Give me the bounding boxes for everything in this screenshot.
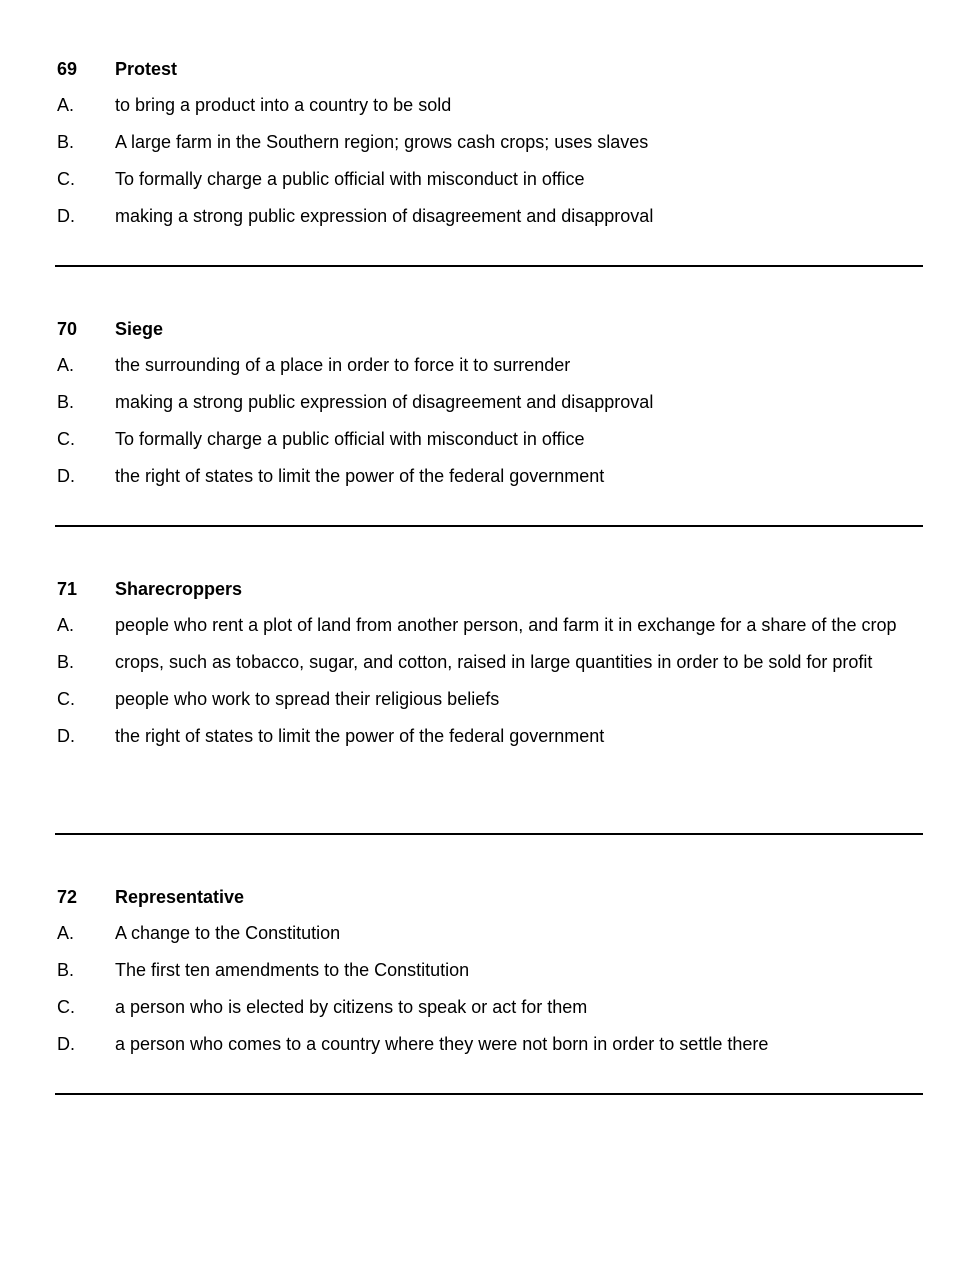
option-d[interactable] [57,465,923,488]
option-c[interactable] [57,996,923,1019]
option-letter: C. [57,997,75,1017]
option-c[interactable] [57,428,923,451]
option-text: the right of states to limit the power of the federal government [115,726,605,746]
question-header [57,318,923,340]
option-letter: B. [57,960,75,980]
option-text: making a strong public expression of disagreement and disapproval [115,392,654,412]
option-text: crops, such as tobacco, sugar, and cotton, raised in large quantities in order to be sold for profit [115,652,873,672]
option-d[interactable] [57,1033,923,1056]
question-number: 70 [57,319,78,339]
option-b[interactable] [57,391,923,414]
option-text: a person who comes to a country where they were not born in order to settle there [115,1034,769,1054]
option-text: a person who is elected by citizens to speak or act for them [115,997,588,1017]
option-d[interactable] [57,205,923,228]
option-text: A large farm in the Southern region; grows cash crops; uses slaves [115,132,649,152]
question-70 [57,318,923,502]
option-text: To formally charge a public official with misconduct in office [115,429,585,449]
option-c[interactable] [57,168,923,191]
option-a[interactable] [57,922,923,945]
option-text: people who rent a plot of land from another person, and farm it in exchange for a share of the crop [115,615,897,635]
question-72 [57,886,923,1070]
divider [55,525,923,527]
question-term: Sharecroppers [115,579,243,599]
question-number: 72 [57,887,78,907]
option-text: the surrounding of a place in order to force it to surrender [115,355,571,375]
option-c[interactable] [57,688,923,711]
option-text: people who work to spread their religious beliefs [115,689,500,709]
option-letter: C. [57,689,75,709]
option-letter: A. [57,615,75,635]
question-term: Representative [115,887,245,907]
option-b[interactable] [57,959,923,982]
option-a[interactable] [57,94,923,117]
option-letter: D. [57,466,75,486]
divider [55,833,923,835]
option-letter: B. [57,652,75,672]
option-d[interactable] [57,725,923,748]
option-letter: D. [57,206,75,226]
option-letter: C. [57,169,75,189]
question-term: Siege [115,319,164,339]
option-letter: C. [57,429,75,449]
option-text: To formally charge a public official with misconduct in office [115,169,585,189]
option-letter: A. [57,95,75,115]
option-letter: B. [57,132,75,152]
question-header [57,886,923,908]
question-term: Protest [115,59,178,79]
question-header [57,58,923,80]
question-number: 69 [57,59,78,79]
question-number: 71 [57,579,78,599]
question-header [57,578,923,600]
option-text: The first ten amendments to the Constitution [115,960,470,980]
option-b[interactable] [57,131,923,154]
option-letter: B. [57,392,75,412]
option-text: A change to the Constitution [115,923,341,943]
option-text: to bring a product into a country to be sold [115,95,452,115]
option-letter: A. [57,923,75,943]
question-69 [57,58,923,242]
divider [55,265,923,267]
option-letter: D. [57,726,75,746]
option-a[interactable] [57,354,923,377]
option-b[interactable] [57,651,923,674]
question-71 [57,578,923,762]
option-text: the right of states to limit the power of the federal government [115,466,605,486]
option-letter: A. [57,355,75,375]
option-text: making a strong public expression of disagreement and disapproval [115,206,654,226]
option-letter: D. [57,1034,75,1054]
option-a[interactable] [57,614,923,637]
divider [55,1093,923,1095]
